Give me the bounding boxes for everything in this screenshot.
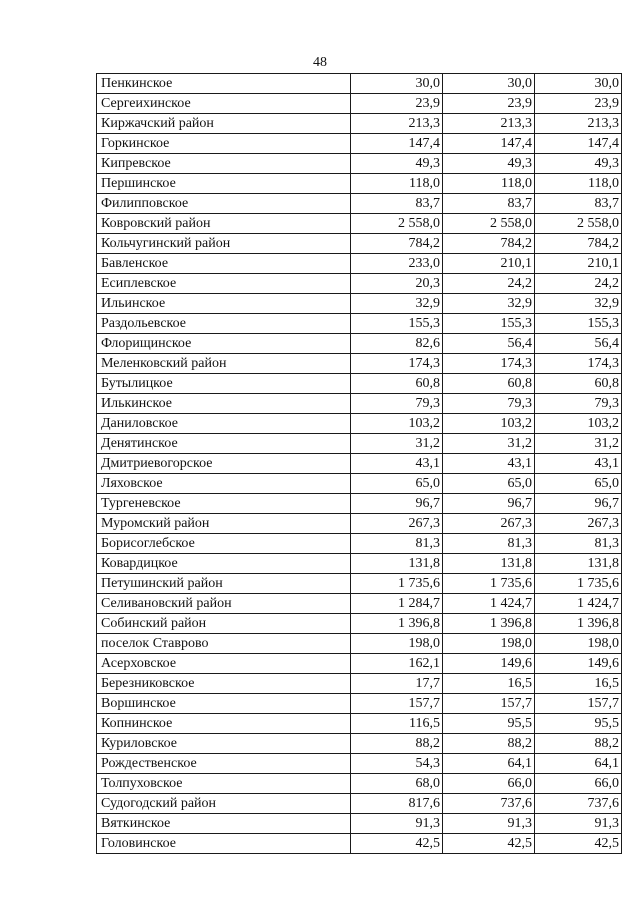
value-cell-1: 116,5 [351, 714, 443, 734]
value-cell-2: 30,0 [443, 74, 535, 94]
table-row [97, 94, 622, 114]
value-cell-3: 131,8 [535, 554, 622, 574]
value-cell-2: 198,0 [443, 634, 535, 654]
value-cell-1: 784,2 [351, 234, 443, 254]
value-cell-3: 49,3 [535, 154, 622, 174]
municipality-name-cell: Раздольевское [97, 314, 351, 334]
value-cell-3: 88,2 [535, 734, 622, 754]
value-cell-1: 32,9 [351, 294, 443, 314]
value-cell-2: 24,2 [443, 274, 535, 294]
municipality-name-cell: поселок Ставрово [97, 634, 351, 654]
table-row [97, 234, 622, 254]
table-row [97, 734, 622, 754]
value-cell-1: 23,9 [351, 94, 443, 114]
value-cell-1: 2 558,0 [351, 214, 443, 234]
municipality-name-cell: Селивановский район [97, 594, 351, 614]
value-cell-3: 174,3 [535, 354, 622, 374]
value-cell-3: 784,2 [535, 234, 622, 254]
value-cell-1: 88,2 [351, 734, 443, 754]
value-cell-1: 82,6 [351, 334, 443, 354]
value-cell-3: 32,9 [535, 294, 622, 314]
value-cell-1: 162,1 [351, 654, 443, 674]
value-cell-1: 233,0 [351, 254, 443, 274]
value-cell-3: 56,4 [535, 334, 622, 354]
value-cell-1: 81,3 [351, 534, 443, 554]
municipality-name-cell: Дмитриевогорское [97, 454, 351, 474]
value-cell-3: 23,9 [535, 94, 622, 114]
municipality-name-cell: Флорищинское [97, 334, 351, 354]
value-cell-3: 213,3 [535, 114, 622, 134]
table-row [97, 814, 622, 834]
value-cell-2: 210,1 [443, 254, 535, 274]
table-body [97, 74, 622, 854]
value-cell-1: 1 284,7 [351, 594, 443, 614]
municipality-name-cell: Илькинское [97, 394, 351, 414]
value-cell-1: 31,2 [351, 434, 443, 454]
value-cell-3: 65,0 [535, 474, 622, 494]
value-cell-2: 42,5 [443, 834, 535, 854]
value-cell-2: 49,3 [443, 154, 535, 174]
value-cell-1: 96,7 [351, 494, 443, 514]
value-cell-2: 43,1 [443, 454, 535, 474]
value-cell-3: 1 396,8 [535, 614, 622, 634]
value-cell-2: 31,2 [443, 434, 535, 454]
value-cell-2: 267,3 [443, 514, 535, 534]
value-cell-3: 81,3 [535, 534, 622, 554]
table-row [97, 574, 622, 594]
value-cell-1: 198,0 [351, 634, 443, 654]
value-cell-2: 65,0 [443, 474, 535, 494]
table-row [97, 454, 622, 474]
value-cell-2: 118,0 [443, 174, 535, 194]
value-cell-2: 1 424,7 [443, 594, 535, 614]
value-cell-1: 174,3 [351, 354, 443, 374]
municipality-name-cell: Горкинское [97, 134, 351, 154]
municipality-name-cell: Ковардицкое [97, 554, 351, 574]
value-cell-1: 30,0 [351, 74, 443, 94]
municipality-name-cell: Бавленское [97, 254, 351, 274]
municipality-name-cell: Куриловское [97, 734, 351, 754]
value-cell-2: 88,2 [443, 734, 535, 754]
value-cell-3: 210,1 [535, 254, 622, 274]
value-cell-2: 2 558,0 [443, 214, 535, 234]
value-cell-3: 2 558,0 [535, 214, 622, 234]
municipality-name-cell: Сергеихинское [97, 94, 351, 114]
table-row [97, 434, 622, 454]
table-row [97, 394, 622, 414]
value-cell-3: 30,0 [535, 74, 622, 94]
value-cell-1: 1 735,6 [351, 574, 443, 594]
value-cell-2: 103,2 [443, 414, 535, 434]
table-row [97, 514, 622, 534]
value-cell-3: 16,5 [535, 674, 622, 694]
value-cell-1: 155,3 [351, 314, 443, 334]
value-cell-2: 1 735,6 [443, 574, 535, 594]
value-cell-3: 103,2 [535, 414, 622, 434]
value-cell-2: 16,5 [443, 674, 535, 694]
value-cell-1: 103,2 [351, 414, 443, 434]
value-cell-2: 79,3 [443, 394, 535, 414]
table-row [97, 254, 622, 274]
value-cell-1: 54,3 [351, 754, 443, 774]
table-row [97, 634, 622, 654]
municipality-name-cell: Тургеневское [97, 494, 351, 514]
value-cell-1: 213,3 [351, 114, 443, 134]
value-cell-3: 267,3 [535, 514, 622, 534]
value-cell-2: 81,3 [443, 534, 535, 554]
value-cell-2: 56,4 [443, 334, 535, 354]
value-cell-2: 95,5 [443, 714, 535, 734]
value-cell-3: 83,7 [535, 194, 622, 214]
municipality-name-cell: Головинское [97, 834, 351, 854]
municipality-name-cell: Киржачский район [97, 114, 351, 134]
value-cell-2: 155,3 [443, 314, 535, 334]
value-cell-1: 65,0 [351, 474, 443, 494]
municipality-name-cell: Меленковский район [97, 354, 351, 374]
municipality-name-cell: Ляховское [97, 474, 351, 494]
value-cell-2: 174,3 [443, 354, 535, 374]
value-cell-1: 1 396,8 [351, 614, 443, 634]
value-cell-3: 79,3 [535, 394, 622, 414]
municipality-name-cell: Воршинское [97, 694, 351, 714]
table-row [97, 794, 622, 814]
value-cell-1: 20,3 [351, 274, 443, 294]
value-cell-2: 784,2 [443, 234, 535, 254]
value-cell-3: 157,7 [535, 694, 622, 714]
table-row [97, 594, 622, 614]
value-cell-2: 91,3 [443, 814, 535, 834]
value-cell-2: 66,0 [443, 774, 535, 794]
value-cell-3: 1 735,6 [535, 574, 622, 594]
value-cell-1: 147,4 [351, 134, 443, 154]
value-cell-2: 147,4 [443, 134, 535, 154]
value-cell-2: 149,6 [443, 654, 535, 674]
value-cell-1: 131,8 [351, 554, 443, 574]
value-cell-1: 17,7 [351, 674, 443, 694]
municipality-name-cell: Кольчугинский район [97, 234, 351, 254]
value-cell-3: 31,2 [535, 434, 622, 454]
value-cell-3: 198,0 [535, 634, 622, 654]
value-cell-3: 118,0 [535, 174, 622, 194]
value-cell-3: 64,1 [535, 754, 622, 774]
value-cell-1: 43,1 [351, 454, 443, 474]
table-row [97, 534, 622, 554]
value-cell-3: 43,1 [535, 454, 622, 474]
table-row [97, 134, 622, 154]
value-cell-3: 1 424,7 [535, 594, 622, 614]
table-row [97, 834, 622, 854]
municipality-name-cell: Даниловское [97, 414, 351, 434]
municipality-name-cell: Вяткинское [97, 814, 351, 834]
value-cell-1: 118,0 [351, 174, 443, 194]
value-cell-3: 95,5 [535, 714, 622, 734]
municipality-name-cell: Березниковское [97, 674, 351, 694]
table-row [97, 694, 622, 714]
table-row [97, 474, 622, 494]
municipality-name-cell: Филипповское [97, 194, 351, 214]
municipality-name-cell: Ковровский район [97, 214, 351, 234]
value-cell-2: 23,9 [443, 94, 535, 114]
municipality-name-cell: Борисоглебское [97, 534, 351, 554]
value-cell-3: 149,6 [535, 654, 622, 674]
value-cell-1: 68,0 [351, 774, 443, 794]
table-row [97, 114, 622, 134]
value-cell-2: 32,9 [443, 294, 535, 314]
value-cell-2: 737,6 [443, 794, 535, 814]
table-row [97, 774, 622, 794]
budget-table [96, 73, 622, 854]
value-cell-3: 91,3 [535, 814, 622, 834]
value-cell-3: 737,6 [535, 794, 622, 814]
value-cell-1: 817,6 [351, 794, 443, 814]
table-row [97, 174, 622, 194]
municipality-name-cell: Есиплевское [97, 274, 351, 294]
value-cell-3: 60,8 [535, 374, 622, 394]
table-row [97, 374, 622, 394]
municipality-name-cell: Копнинское [97, 714, 351, 734]
municipality-name-cell: Денятинское [97, 434, 351, 454]
table-row [97, 754, 622, 774]
table-row [97, 314, 622, 334]
table-row [97, 674, 622, 694]
value-cell-2: 64,1 [443, 754, 535, 774]
table-row [97, 194, 622, 214]
table-row [97, 714, 622, 734]
value-cell-3: 147,4 [535, 134, 622, 154]
table-row [97, 274, 622, 294]
municipality-name-cell: Петушинский район [97, 574, 351, 594]
value-cell-2: 96,7 [443, 494, 535, 514]
value-cell-3: 96,7 [535, 494, 622, 514]
value-cell-3: 24,2 [535, 274, 622, 294]
value-cell-1: 60,8 [351, 374, 443, 394]
value-cell-2: 157,7 [443, 694, 535, 714]
municipality-name-cell: Муромский район [97, 514, 351, 534]
table-row [97, 654, 622, 674]
value-cell-3: 155,3 [535, 314, 622, 334]
municipality-name-cell: Собинский район [97, 614, 351, 634]
value-cell-2: 60,8 [443, 374, 535, 394]
municipality-name-cell: Рождественское [97, 754, 351, 774]
value-cell-3: 66,0 [535, 774, 622, 794]
municipality-name-cell: Першинское [97, 174, 351, 194]
value-cell-2: 131,8 [443, 554, 535, 574]
value-cell-1: 91,3 [351, 814, 443, 834]
value-cell-2: 1 396,8 [443, 614, 535, 634]
municipality-name-cell: Кипревское [97, 154, 351, 174]
table-row [97, 354, 622, 374]
municipality-name-cell: Судогодский район [97, 794, 351, 814]
table-row [97, 494, 622, 514]
municipality-name-cell: Асерховское [97, 654, 351, 674]
value-cell-1: 157,7 [351, 694, 443, 714]
table-row [97, 614, 622, 634]
table-row [97, 214, 622, 234]
value-cell-1: 267,3 [351, 514, 443, 534]
table-row [97, 74, 622, 94]
municipality-name-cell: Толпуховское [97, 774, 351, 794]
municipality-name-cell: Ильинское [97, 294, 351, 314]
table-row [97, 294, 622, 314]
value-cell-1: 83,7 [351, 194, 443, 214]
table-row [97, 154, 622, 174]
value-cell-3: 42,5 [535, 834, 622, 854]
value-cell-1: 79,3 [351, 394, 443, 414]
municipality-name-cell: Бутылицкое [97, 374, 351, 394]
value-cell-1: 49,3 [351, 154, 443, 174]
table-row [97, 554, 622, 574]
page-number: 48 [313, 55, 327, 70]
municipality-name-cell: Пенкинское [97, 74, 351, 94]
value-cell-2: 83,7 [443, 194, 535, 214]
value-cell-1: 42,5 [351, 834, 443, 854]
table-row [97, 414, 622, 434]
table-row [97, 334, 622, 354]
value-cell-2: 213,3 [443, 114, 535, 134]
